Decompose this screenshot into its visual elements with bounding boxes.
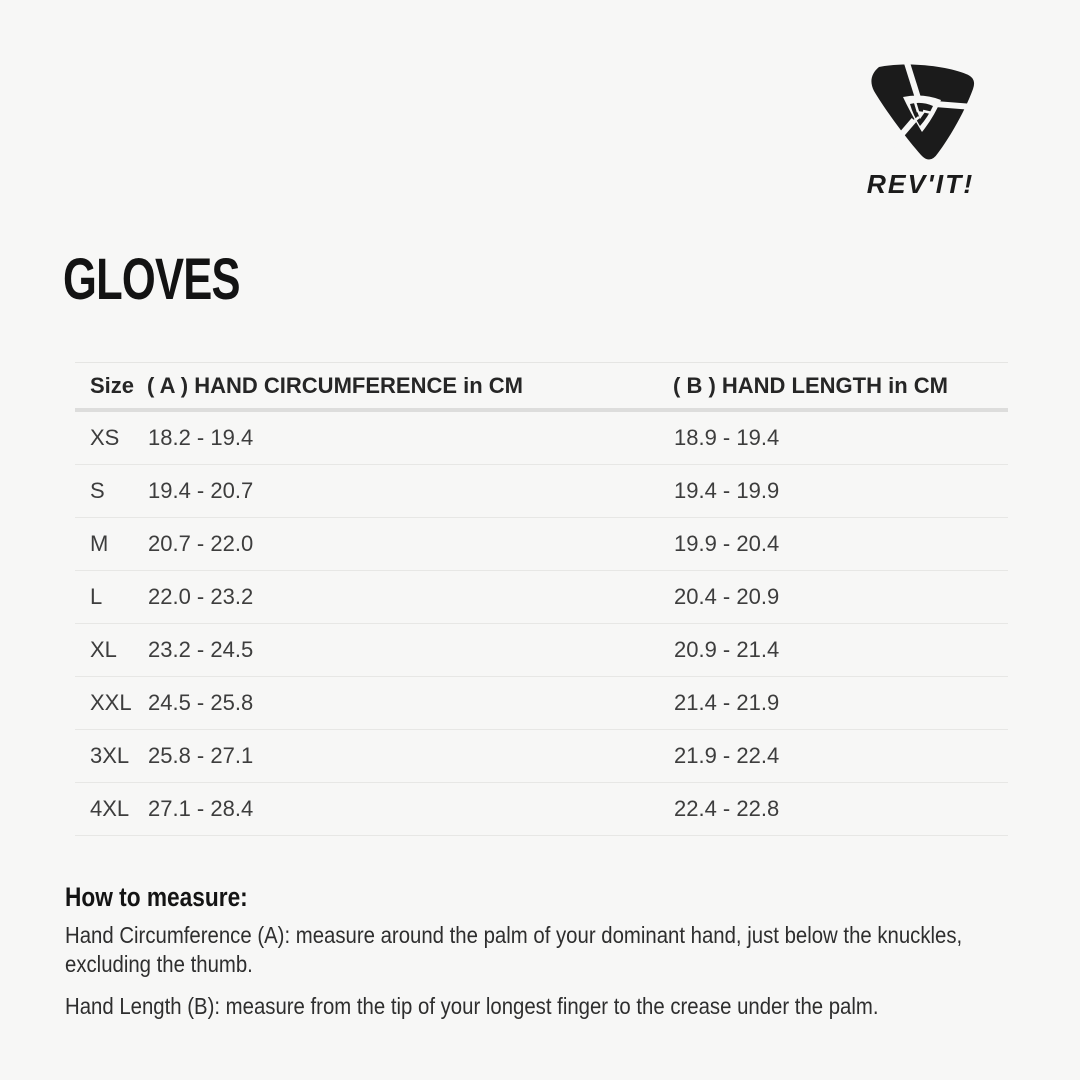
size-cell: XXL (75, 677, 147, 730)
length-cell: 21.9 - 22.4 (673, 730, 1008, 783)
table-row (75, 624, 1008, 677)
column-header-length: ( B ) HAND LENGTH in CM (673, 363, 1008, 411)
table-header-row (75, 363, 1008, 411)
size-cell: 4XL (75, 783, 147, 836)
size-cell: 3XL (75, 730, 147, 783)
circumference-cell: 18.2 - 19.4 (147, 410, 673, 465)
circumference-cell: 22.0 - 23.2 (147, 571, 673, 624)
length-cell: 21.4 - 21.9 (673, 677, 1008, 730)
length-cell: 20.9 - 21.4 (673, 624, 1008, 677)
hand-circumference-note (65, 921, 1079, 979)
table-row (75, 465, 1008, 518)
note-line: excluding the thumb. (65, 951, 253, 977)
table-row (75, 518, 1008, 571)
table-row (75, 783, 1008, 836)
circumference-cell: 23.2 - 24.5 (147, 624, 673, 677)
brand-logo (843, 53, 998, 200)
size-chart-table (75, 362, 1008, 836)
circumference-cell: 25.8 - 27.1 (147, 730, 673, 783)
circumference-cell: 20.7 - 22.0 (147, 518, 673, 571)
brand-wordmark: REV'IT! (866, 169, 975, 199)
note-line: Hand Length (B): measure from the tip of your longest finger to the crease under the palm. (65, 993, 879, 1019)
table-row (75, 677, 1008, 730)
table-row (75, 730, 1008, 783)
note-line: Hand Circumference (A): measure around the palm of your dominant hand, just below the knuckles, (65, 922, 963, 948)
how-to-measure-heading: How to measure: (65, 882, 248, 912)
length-cell: 19.9 - 20.4 (673, 518, 1008, 571)
hand-length-note (65, 992, 984, 1021)
length-cell: 18.9 - 19.4 (673, 410, 1008, 465)
length-cell: 19.4 - 19.9 (673, 465, 1008, 518)
page-title: GLOVES (63, 247, 240, 312)
size-cell: M (75, 518, 147, 571)
circumference-cell: 27.1 - 28.4 (147, 783, 673, 836)
column-header-circumference: ( A ) HAND CIRCUMFERENCE in CM (147, 363, 673, 411)
table-row (75, 410, 1008, 465)
circumference-cell: 24.5 - 25.8 (147, 677, 673, 730)
size-cell: L (75, 571, 147, 624)
length-cell: 22.4 - 22.8 (673, 783, 1008, 836)
column-header-size: Size (75, 363, 147, 411)
size-cell: XL (75, 624, 147, 677)
length-cell: 20.4 - 20.9 (673, 571, 1008, 624)
revit-shield-icon (857, 53, 985, 167)
circumference-cell: 19.4 - 20.7 (147, 465, 673, 518)
size-cell: S (75, 465, 147, 518)
table-row (75, 571, 1008, 624)
size-cell: XS (75, 410, 147, 465)
